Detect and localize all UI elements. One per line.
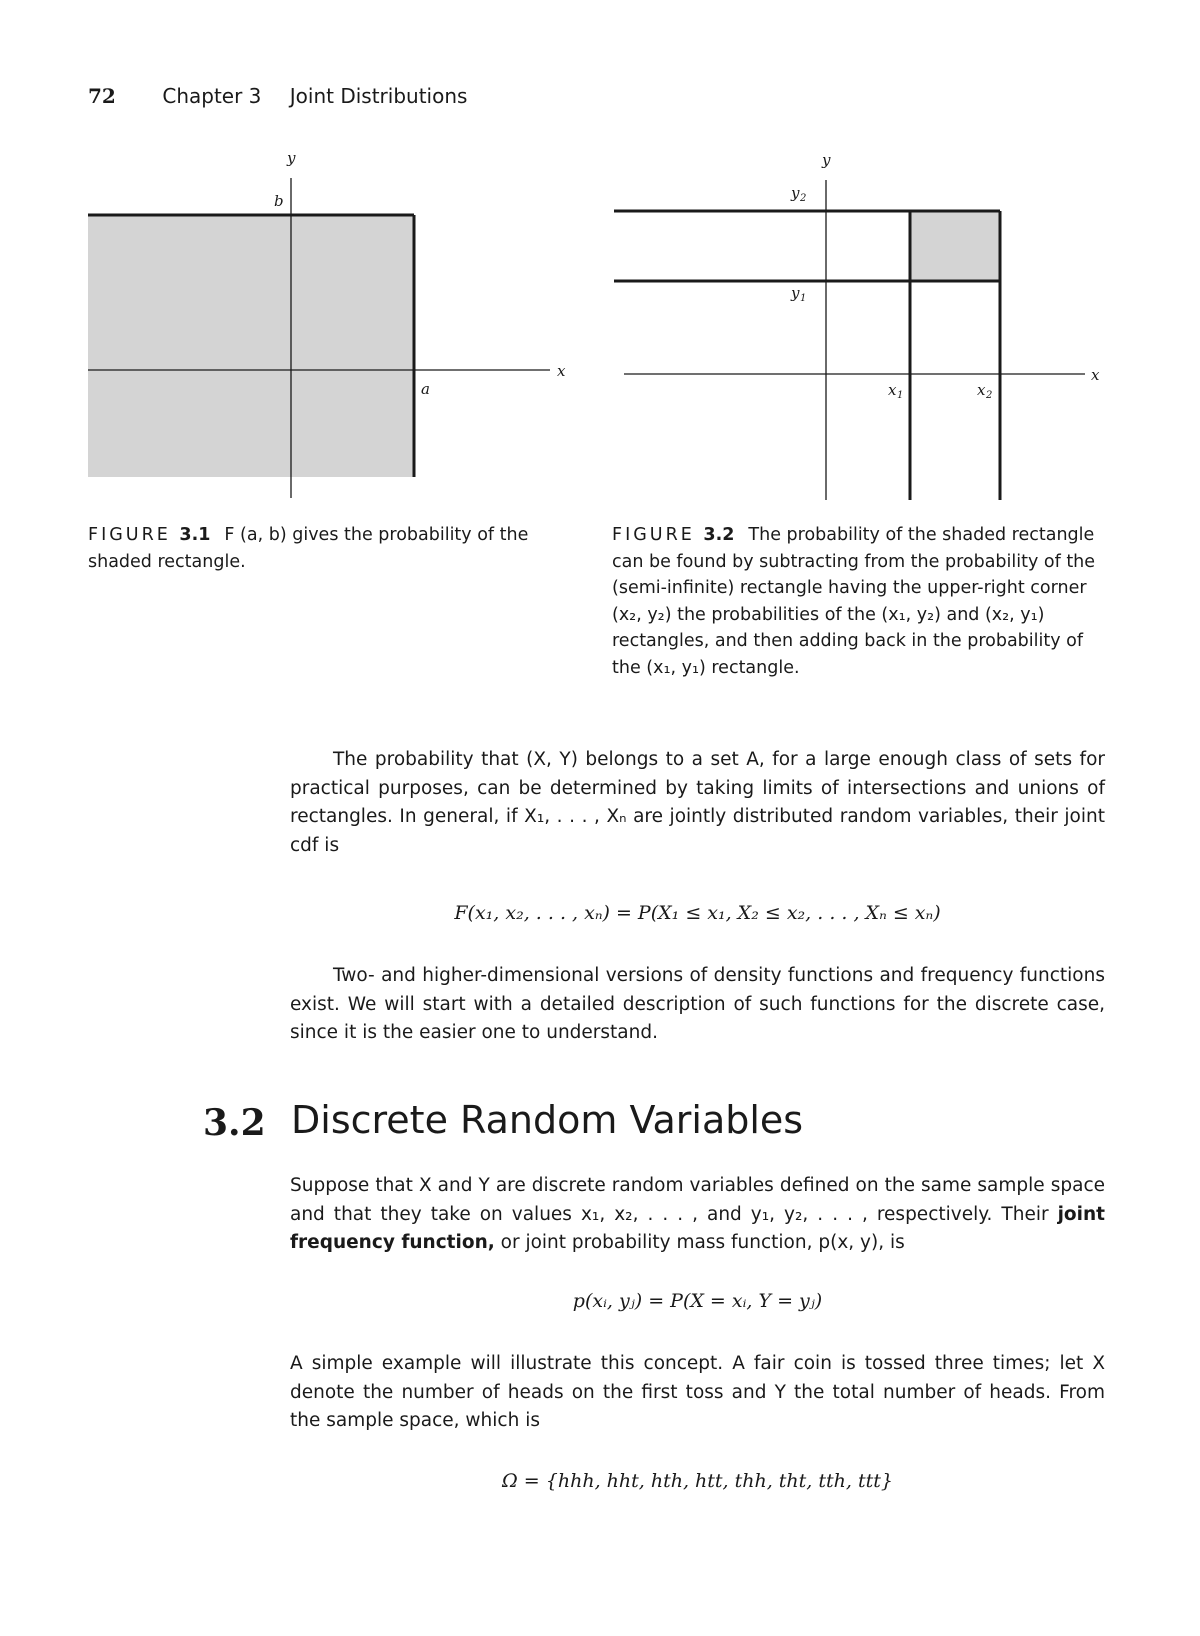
caption-label: FIGURE bbox=[612, 525, 695, 545]
paragraph-joint-frequency: Suppose that X and Y are discrete random variables defined on the same sample space and that they take on values x₁, x₂, . . . , and y₁, y₂, . . . , respectively. Their joint frequency function, or joint probability mass function, p(x, y), is bbox=[290, 1175, 1105, 1253]
svg-text:x: x bbox=[888, 381, 897, 399]
paragraph-coin-example: A simple example will illustrate this concept. A fair coin is tossed three times; let X denote the number of heads on the first toss and Y the total number of heads. From the sample space, which is bbox=[290, 1353, 1105, 1431]
chapter-title: Joint Distributions bbox=[289, 84, 468, 108]
svg-text:2: 2 bbox=[800, 193, 807, 204]
y2-label bbox=[790, 184, 806, 204]
chapter-label: Chapter 3 bbox=[162, 84, 262, 108]
x-axis-label: x bbox=[1091, 366, 1100, 384]
term-joint-frequency-function: joint frequency function, bbox=[290, 1203, 1105, 1253]
figure-3-1-caption bbox=[88, 522, 570, 575]
figure-3-2-caption bbox=[612, 522, 1102, 681]
x-axis-label: x bbox=[557, 362, 566, 380]
section-number: 3.2 bbox=[203, 1102, 266, 1144]
paragraph-joint-cdf: The probability that (X, Y) belongs to a set A, for a large enough class of sets for practical purposes, can be determined by taking limits of intersections and unions of rectangles. In general, if X₁, . . . , Xₙ are jointly distributed random variables, their joint cdf is bbox=[290, 749, 1105, 856]
a-label: a bbox=[421, 380, 430, 398]
svg-text:x: x bbox=[977, 381, 986, 399]
paragraph-density-functions: Two- and higher-dimensional versions of density functions and frequency functions exist. We will start with a detailed description of such functions for the discrete case, since it is the easier one to understand. bbox=[290, 965, 1105, 1043]
caption-number: 3.1 bbox=[179, 525, 211, 545]
section-title: Discrete Random Variables bbox=[291, 1098, 804, 1142]
svg-text:y: y bbox=[791, 184, 800, 202]
caption-text: F (a, b) gives the probability of the shaded rectangle. bbox=[88, 525, 529, 572]
svg-text:1: 1 bbox=[800, 293, 807, 304]
equation-pmf: p(xᵢ, yⱼ) = P(X = xᵢ, Y = yⱼ) bbox=[572, 1290, 823, 1312]
svg-text:y: y bbox=[791, 284, 800, 302]
y-axis-label: y bbox=[287, 149, 296, 167]
caption-number: 3.2 bbox=[703, 525, 735, 545]
svg-text:2: 2 bbox=[986, 390, 993, 401]
equation-sample-space: Ω = {hhh, hht, hth, htt, thh, tht, tth, ttt} bbox=[502, 1470, 893, 1492]
caption-label: FIGURE bbox=[88, 525, 171, 545]
y1-label bbox=[790, 284, 806, 304]
caption-text: The probability of the shaded rectangle can be found by subtracting from the probability of the (semi-infinite) rectangle having the upper-right corner (x₂, y₂) the probabilities of the (x₁, y₂) and (x₂, y₁) rectangles, and then adding back in the probability of the (x₁, y₁) rectangle. bbox=[612, 525, 1096, 678]
x2-label bbox=[977, 381, 992, 401]
page-number: 72 bbox=[88, 84, 116, 108]
shaded-region bbox=[910, 211, 1000, 281]
y-axis-label: y bbox=[822, 151, 831, 169]
equation-joint-cdf: F(x₁, x₂, . . . , xₙ) = P(X₁ ≤ x₁, X₂ ≤ x₂, . . . , Xₙ ≤ xₙ) bbox=[454, 902, 941, 924]
svg-text:1: 1 bbox=[897, 390, 904, 401]
b-label: b bbox=[274, 192, 284, 210]
x1-label bbox=[888, 381, 903, 401]
